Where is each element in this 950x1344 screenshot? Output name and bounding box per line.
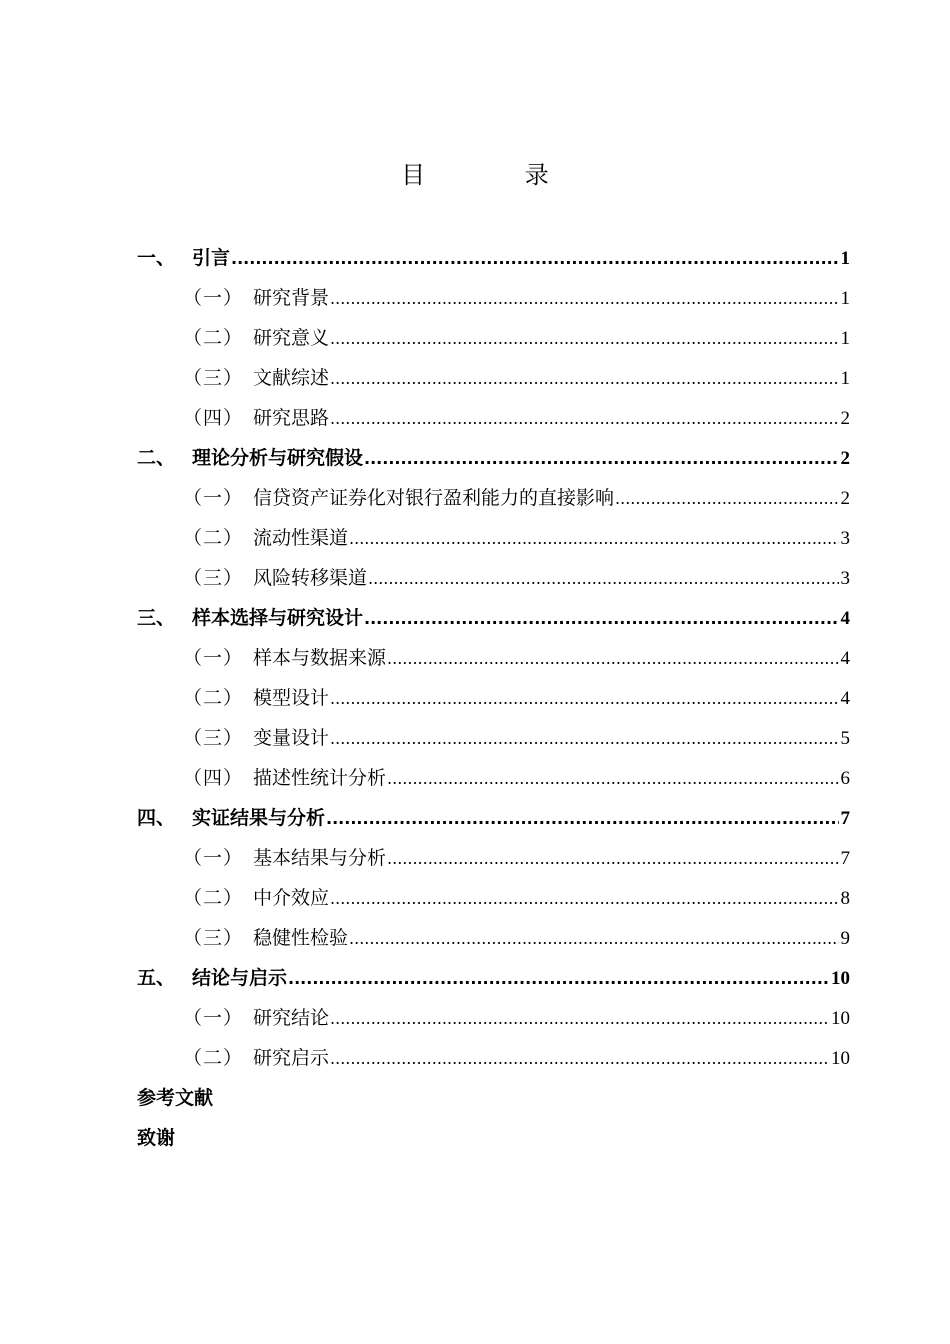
section-title: 描述性统计分析 (253, 767, 387, 789)
toc-chapter-1[interactable] (137, 238, 850, 278)
page-number: 4 (840, 648, 850, 669)
chapter-title: 结论与启示 (192, 967, 288, 989)
section-title: 研究启示 (253, 1047, 330, 1069)
section-number: （二） (183, 527, 244, 549)
page-number: 7 (840, 848, 850, 869)
dot-leader (330, 718, 839, 759)
section-number: （二） (183, 887, 244, 909)
section-title: 中介效应 (253, 887, 330, 909)
section-title: 文献综述 (253, 367, 330, 389)
dot-leader (364, 438, 839, 479)
dot-leader (330, 398, 839, 439)
page-number: 1 (840, 328, 850, 349)
toc-section-4-2[interactable] (137, 878, 850, 918)
dot-leader (330, 678, 839, 719)
dot-leader (349, 518, 839, 559)
toc-section-1-3[interactable] (137, 358, 850, 398)
section-number: （四） (183, 767, 244, 789)
acknowledgements-title: 致谢 (137, 1127, 176, 1149)
toc-section-3-2[interactable] (137, 678, 850, 718)
section-title: 样本与数据来源 (253, 647, 387, 669)
page-number: 4 (840, 608, 850, 629)
section-title: 信贷资产证券化对银行盈利能力的直接影响 (253, 487, 615, 509)
section-number: （一） (183, 847, 244, 869)
page-number: 10 (831, 1048, 850, 1069)
dot-leader (387, 838, 839, 879)
section-number: （四） (183, 407, 244, 429)
chapter-title: 样本选择与研究设计 (192, 607, 364, 629)
toc-section-4-1[interactable] (137, 838, 850, 878)
toc-section-5-1[interactable] (137, 998, 850, 1038)
chapter-number: 五、 (137, 967, 176, 989)
toc-section-5-2[interactable] (137, 1038, 850, 1078)
chapter-title: 理论分析与研究假设 (192, 447, 364, 469)
chapter-title: 实证结果与分析 (192, 807, 326, 829)
section-title: 研究背景 (253, 287, 330, 309)
section-title: 风险转移渠道 (253, 567, 368, 589)
section-title: 研究思路 (253, 407, 330, 429)
section-number: （一） (183, 287, 244, 309)
dot-leader (330, 278, 839, 319)
toc-chapter-5[interactable] (137, 958, 850, 998)
section-title: 变量设计 (253, 727, 330, 749)
chapter-number: 一、 (137, 247, 176, 269)
page-number: 3 (840, 528, 850, 549)
section-title: 模型设计 (253, 687, 330, 709)
section-number: （三） (183, 567, 244, 589)
section-number: （一） (183, 1007, 244, 1029)
section-title: 流动性渠道 (253, 527, 349, 549)
chapter-title: 引言 (192, 247, 231, 269)
section-title: 研究结论 (253, 1007, 330, 1029)
toc-chapter-4[interactable] (137, 798, 850, 838)
toc-section-1-4[interactable] (137, 398, 850, 438)
section-number: （二） (183, 1047, 244, 1069)
page-number: 5 (840, 728, 850, 749)
dot-leader (231, 238, 839, 279)
toc-section-3-4[interactable] (137, 758, 850, 798)
dot-leader (387, 638, 839, 679)
dot-leader (330, 358, 839, 399)
section-number: （二） (183, 327, 244, 349)
toc-section-2-3[interactable] (137, 558, 850, 598)
section-title: 稳健性检验 (253, 927, 349, 949)
toc-acknowledgements[interactable] (137, 1118, 850, 1158)
section-number: （二） (183, 687, 244, 709)
dot-leader (326, 798, 839, 839)
dot-leader (288, 958, 830, 999)
section-number: （三） (183, 727, 244, 749)
page-number: 1 (840, 248, 850, 269)
page-title: 目 录 (401, 161, 595, 189)
page-number: 10 (831, 968, 850, 989)
references-title: 参考文献 (137, 1087, 214, 1109)
page-number: 6 (840, 768, 850, 789)
section-title: 研究意义 (253, 327, 330, 349)
table-of-contents (137, 238, 850, 1158)
section-number: （三） (183, 927, 244, 949)
toc-references[interactable] (137, 1078, 850, 1118)
section-number: （一） (183, 647, 244, 669)
page-number: 2 (840, 408, 850, 429)
dot-leader (330, 318, 839, 359)
section-number: （一） (183, 487, 244, 509)
section-title: 基本结果与分析 (253, 847, 387, 869)
dot-leader (368, 558, 839, 599)
section-number: （三） (183, 367, 244, 389)
toc-section-3-1[interactable] (137, 638, 850, 678)
dot-leader (330, 998, 830, 1039)
toc-chapter-3[interactable] (137, 598, 850, 638)
toc-section-3-3[interactable] (137, 718, 850, 758)
chapter-number: 三、 (137, 607, 176, 629)
page-number: 9 (840, 928, 850, 949)
toc-section-1-2[interactable] (137, 318, 850, 358)
toc-section-4-3[interactable] (137, 918, 850, 958)
page-number: 8 (840, 888, 850, 909)
chapter-number: 二、 (137, 447, 176, 469)
toc-section-2-1[interactable] (137, 478, 850, 518)
page-number: 7 (840, 808, 850, 829)
page-number: 10 (831, 1008, 850, 1029)
dot-leader (615, 478, 839, 519)
page-number: 3 (840, 568, 850, 589)
page-number: 4 (840, 688, 850, 709)
chapter-number: 四、 (137, 807, 176, 829)
dot-leader (330, 1038, 830, 1079)
toc-chapter-2[interactable] (137, 438, 850, 478)
dot-leader (330, 878, 839, 919)
page-number: 1 (840, 288, 850, 309)
toc-section-2-2[interactable] (137, 518, 850, 558)
dot-leader (387, 758, 839, 799)
dot-leader (364, 598, 839, 639)
dot-leader (349, 918, 839, 959)
toc-section-1-1[interactable] (137, 278, 850, 318)
page-number: 2 (840, 448, 850, 469)
page-number: 2 (840, 488, 850, 509)
page-number: 1 (840, 368, 850, 389)
